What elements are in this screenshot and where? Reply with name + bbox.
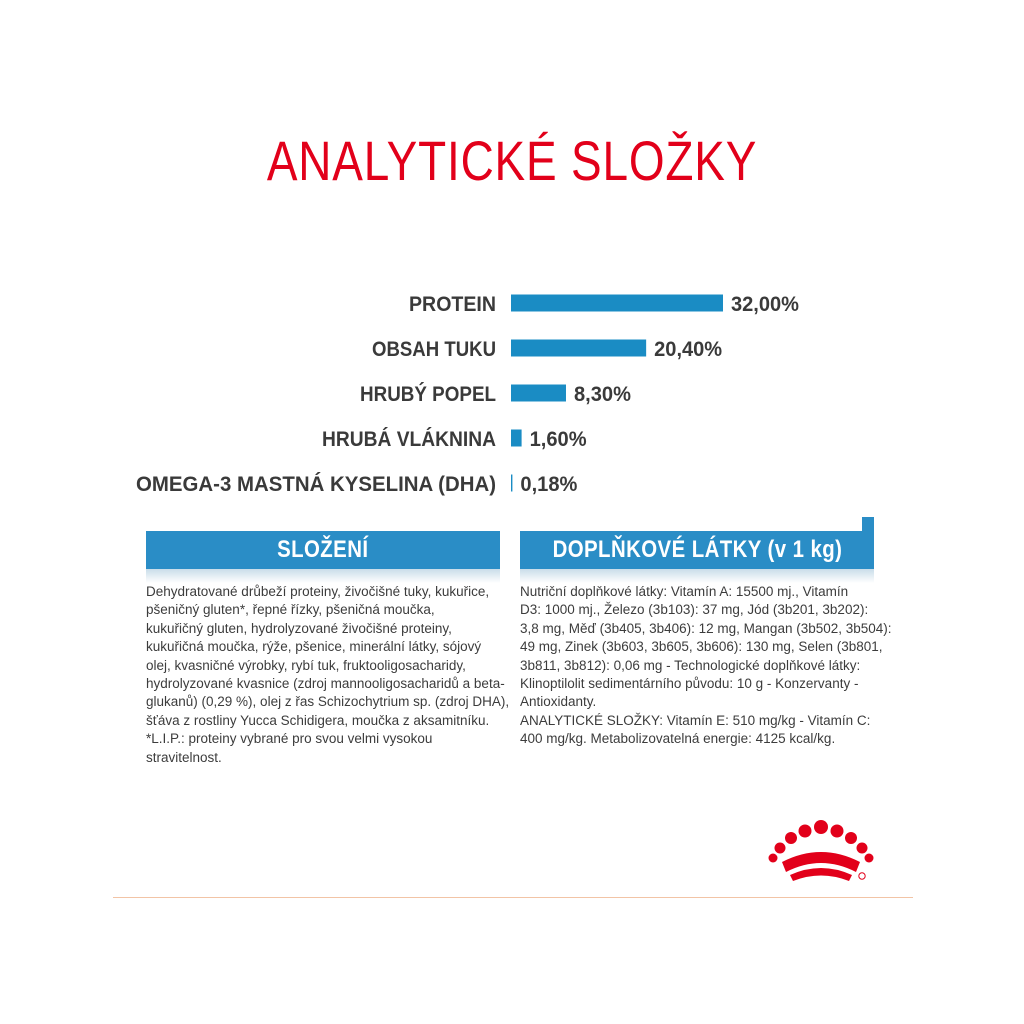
composition-header-shadow xyxy=(146,569,500,583)
value-label: 32,00% xyxy=(731,293,800,316)
category-label: OBSAH TUKU xyxy=(372,338,496,361)
value-label: 8,30% xyxy=(573,383,632,406)
bar xyxy=(511,430,522,447)
category-label: PROTEIN xyxy=(409,293,496,316)
additives-header xyxy=(520,531,874,569)
category-label: HRUBÝ POPEL xyxy=(360,383,512,406)
page-title: ANALYTICKÉ SLOŽKY xyxy=(266,129,758,192)
bar xyxy=(511,385,566,402)
category-label: OMEGA-3 MASTNÁ KYSELINA (DHA) xyxy=(136,473,496,496)
category-label: HRUBÁ VLÁKNINA xyxy=(322,428,496,451)
value-label: 20,40% xyxy=(654,338,723,361)
bar xyxy=(511,475,512,492)
value-label: 0,18% xyxy=(520,473,578,496)
bar xyxy=(511,340,646,357)
additives-header-shadow xyxy=(520,569,874,583)
value-label: 1,60% xyxy=(529,428,587,451)
royal-crown-icon xyxy=(766,818,876,884)
additives-text: Nutriční doplňkové látky: Vitamín A: 15500 mj., Vitamín D3: 1000 mj., Železo (3b103): 37 mg, Jód (3b201, 3b202): 3,8 mg, Měď (3b405, 3b406): 12 mg, Mangan (3b502, 3b504): 49 mg, Zinek (3b603, 3b605, 3b606): 130 mg, Selen (3b801, 3b811, 3b812): 0,06 mg - Technologické doplňkové látky: Klinoptilolit sedimentárního původu: 10 g - Konzervanty - Antioxidanty. ANALYTICKÉ SLOŽKY: Vitamín E: 510 mg/kg - Vitamín C: 400 mg/kg. Metabolizovatelná energie: 4125 kcal/kg. xyxy=(520,584,892,747)
additives-header-label: DOPLŇKOVÉ LÁTKY (v 1 kg) xyxy=(552,536,842,563)
nutrient-bar-chart xyxy=(0,270,1024,510)
composition-header xyxy=(146,531,500,569)
composition-header-label: SLOŽENÍ xyxy=(277,536,369,563)
bottom-divider xyxy=(113,897,913,898)
bar xyxy=(511,295,723,312)
composition-text: Dehydratované drůbeží proteiny, živočišné tuky, kukuřice, pšeničný gluten*, řepné řízky, pšeničná moučka, kukuřičný gluten, hydrolyzované živočišné proteiny, kukuřičná moučka, rýže, pšenice, minerální látky, sójový olej, kvasničné výrobky, rybí tuk, fruktooligosacharidy, hydrolyzované kvasnice (zdroj mannooligosacharidů a beta- glukanů) (0,29 %), olej z řas Schizochytrium sp. (zdroj DHA), šťáva z rostliny Yucca Schidigera, moučka z aksamitníku. *L.I.P.: proteiny vybrané pro svou velmi vysokou stravitelnost. xyxy=(146,584,510,765)
